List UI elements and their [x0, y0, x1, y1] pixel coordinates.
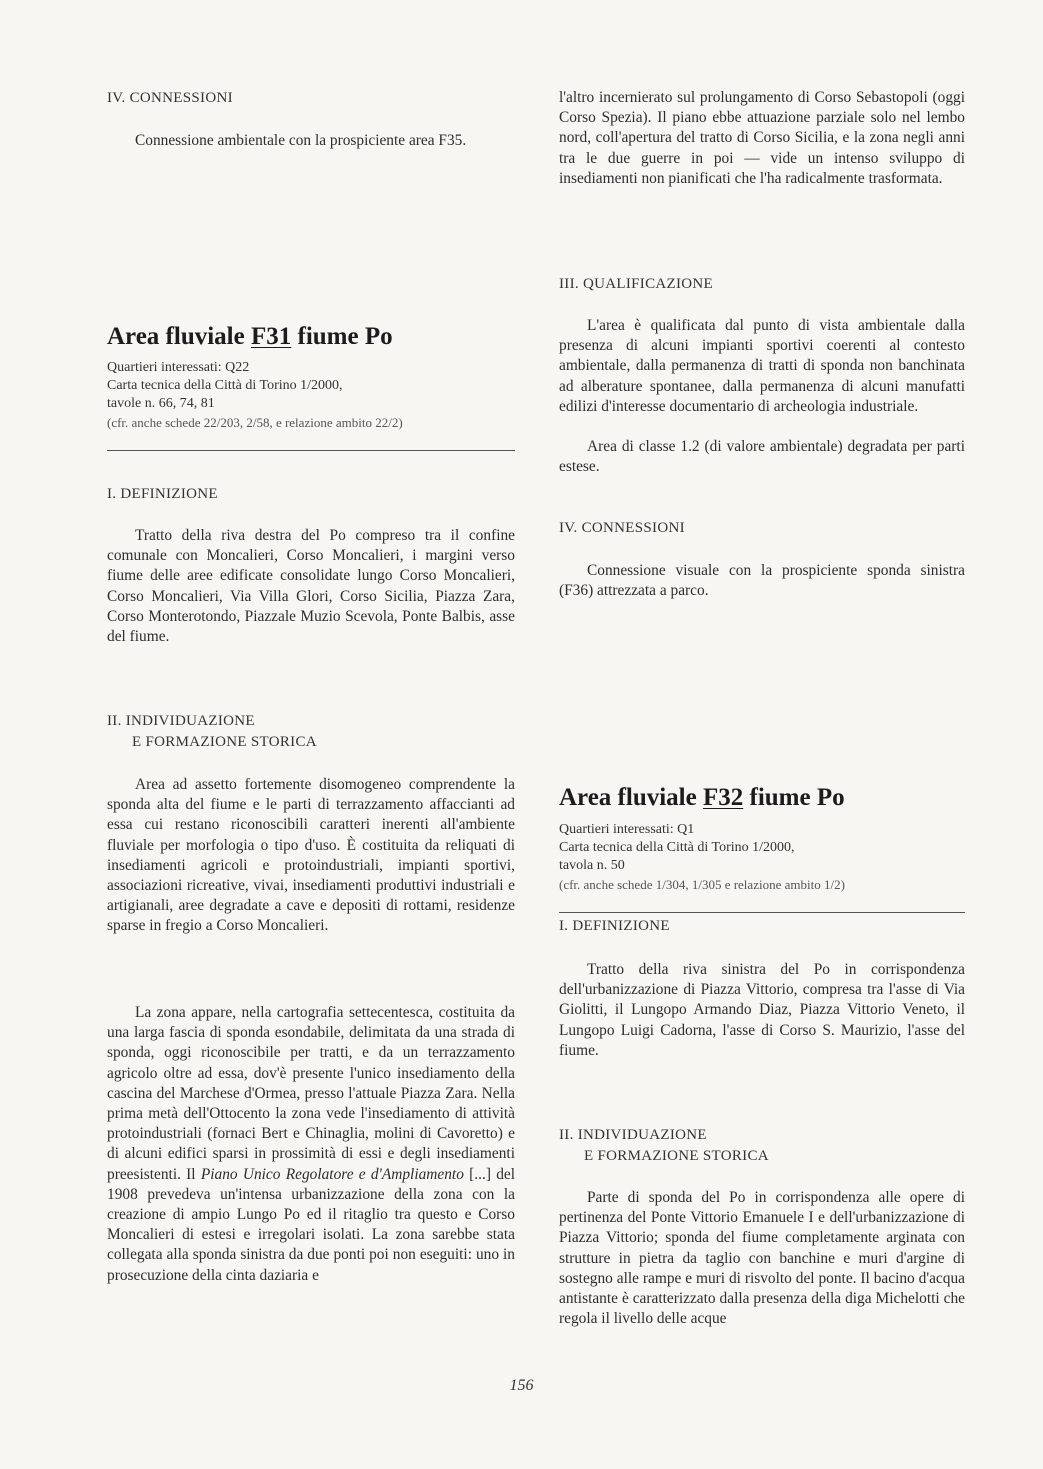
quartieri: Quartieri interessati: Q22	[107, 360, 250, 375]
paragraph	[107, 1003, 515, 1286]
tavole: tavola n. 50	[559, 858, 625, 873]
text-run: [...] del 1908 prevedeva un'intensa urbanizzazione della zona con la creazione di ampio Lungo Po ed il ritaglio tra questo e Corso Moncalieri di estesi e irregolari isolati. La zona sarebbe stata collegata alla sponda sinistra da due ponti poi non eseguiti: uno in prosecuzione della cinta daziaria e	[107, 1165, 515, 1284]
section-heading: II. INDIVIDUAZIONE	[107, 713, 255, 729]
title-suffix: fiume Po	[743, 784, 845, 811]
tavole: tavole n. 66, 74, 81	[107, 396, 215, 411]
text-run: La zona appare, nella cartografia settecentesca, costituita da una larga fascia di sponda esondabile, delimitata da una strada di sponda, oggi riconoscibile per tratti, e da un terrazzamento agricolo oltre ad essa, dov'è presente l'unico insediamento della cascina del Marchese d'Ormea, presso l'attuale Piazza Zara. Nella prima metà dell'Ottocento la zona vede l'insediamento di attività protoindustriali (fornaci Bert e Chinaglia, molini di Cavoretto) e di alcuni edifici sparsi in prossimità di essi e degli insediamenti preesistenti. Il	[107, 1004, 515, 1183]
carta-tecnica: Carta tecnica della Città di Torino 1/2000,	[107, 378, 343, 393]
section-heading: II. INDIVIDUAZIONE	[559, 1127, 707, 1143]
section-heading: E FORMAZIONE STORICA	[132, 734, 317, 750]
cfr-schede: (cfr. anche schede 1/304, 1/305 e relazione ambito 1/2)	[559, 877, 845, 892]
quartieri: Quartieri interessati: Q1	[559, 822, 695, 837]
paragraph: Connessione ambientale con la prospiciente area F35.	[135, 132, 467, 149]
area-title-f32	[559, 783, 845, 813]
carta-tecnica: Carta tecnica della Città di Torino 1/2000,	[559, 840, 795, 855]
area-code-link[interactable]: F31	[250, 323, 292, 350]
cfr-schede: (cfr. anche schede 22/203, 2/58, e relazione ambito 22/2)	[107, 415, 403, 430]
paragraph: L'area è qualificata dal punto di vista ambientale dalla presenza di alcuni impianti sportivi coerenti al contesto ambientale, dalla permanenza di tratti di sponda non banchinata ad alberature spontanee, dalla permanenza di alcuni manufatti edilizi d'interesse documentario di archeologia industriale.	[559, 317, 965, 415]
area-code-link[interactable]: F32	[702, 784, 744, 811]
section-heading: I. DEFINIZIONE	[107, 486, 218, 502]
paragraph: Area di classe 1.2 (di valore ambientale) degradata per parti estese.	[559, 438, 965, 476]
paragraph: Area ad assetto fortemente disomogeneo comprendente la sponda alta del fiume e le parti di terrazzamento affaccianti ad essa cui restano riconoscibili caratteri inerenti all'ambiente fluviale per morfologia o tipo d'uso. È costituita da reliquati di insediamenti agricoli e protoindustriali, impianti sportivi, associazioni ricreative, vivai, insediamenti produttivi industriali e artigianali, aree degradate a cave e depositi di rottami, residenze sparse in fregio a Corso Moncalieri.	[107, 776, 515, 935]
italic-title: Piano Unico Regolatore e d'Ampliamento	[200, 1165, 464, 1183]
section-heading: E FORMAZIONE STORICA	[584, 1148, 769, 1164]
title-prefix: Area fluviale	[107, 323, 251, 350]
area-title-f31	[107, 322, 393, 352]
divider	[559, 912, 965, 913]
section-heading: III. QUALIFICAZIONE	[559, 276, 714, 292]
paragraph: Parte di sponda del Po in corrispondenza alle opere di pertinenza del Ponte Vittorio Emanuele I e dell'urbanizzazione di Piazza Vittorio; sponda del fiume completamente arginata con strutture in pietra da taglio con banchine e muri d'argine di sostegno alle rampe e muri di risvolto del ponte. Il bacino d'acqua antistante è caratterizzato dalla presenza della diga Michelotti che regola il livello delle acque	[559, 1189, 965, 1328]
paragraph: Tratto della riva sinistra del Po in corrispondenza dell'urbanizzazione di Piazza Vittorio, compresa tra l'asse di Via Giolitti, il Lungopo Armando Diaz, Piazza Vittorio Veneto, il Lungopo Luigi Cadorna, l'asse di Corso S. Maurizio, l'asse del fiume.	[559, 961, 965, 1059]
paragraph: l'altro incernierato sul prolungamento di Corso Sebastopoli (oggi Corso Spezia). Il piano ebbe attuazione parziale solo nel lembo nord, coll'apertura del tratto di Corso Sicilia, e la zona negli anni tra le due guerre in poi — vide un intenso sviluppo di insediamenti non pianificati che l'ha radicalmente trasformata.	[559, 89, 965, 187]
paragraph: Connessione visuale con la prospiciente sponda sinistra (F36) attrezzata a parco.	[559, 562, 965, 600]
paragraph: Tratto della riva destra del Po compreso tra il confine comunale con Moncalieri, Corso Moncalieri, i margini verso fiume delle aree edificate consolidate lungo Corso Moncalieri, Corso Moncalieri, Via Villa Glori, Corso Sicilia, Piazza Zara, Corso Monterotondo, Piazzale Muzio Scevola, Ponte Balbis, asse del fiume.	[107, 527, 515, 646]
section-heading: I. DEFINIZIONE	[559, 918, 670, 934]
section-heading: IV. CONNESSIONI	[559, 520, 685, 536]
title-prefix: Area fluviale	[559, 784, 703, 811]
divider	[107, 450, 515, 451]
page-number: 156	[509, 1377, 534, 1394]
title-suffix: fiume Po	[291, 323, 393, 350]
section-heading: IV. CONNESSIONI	[107, 90, 233, 106]
